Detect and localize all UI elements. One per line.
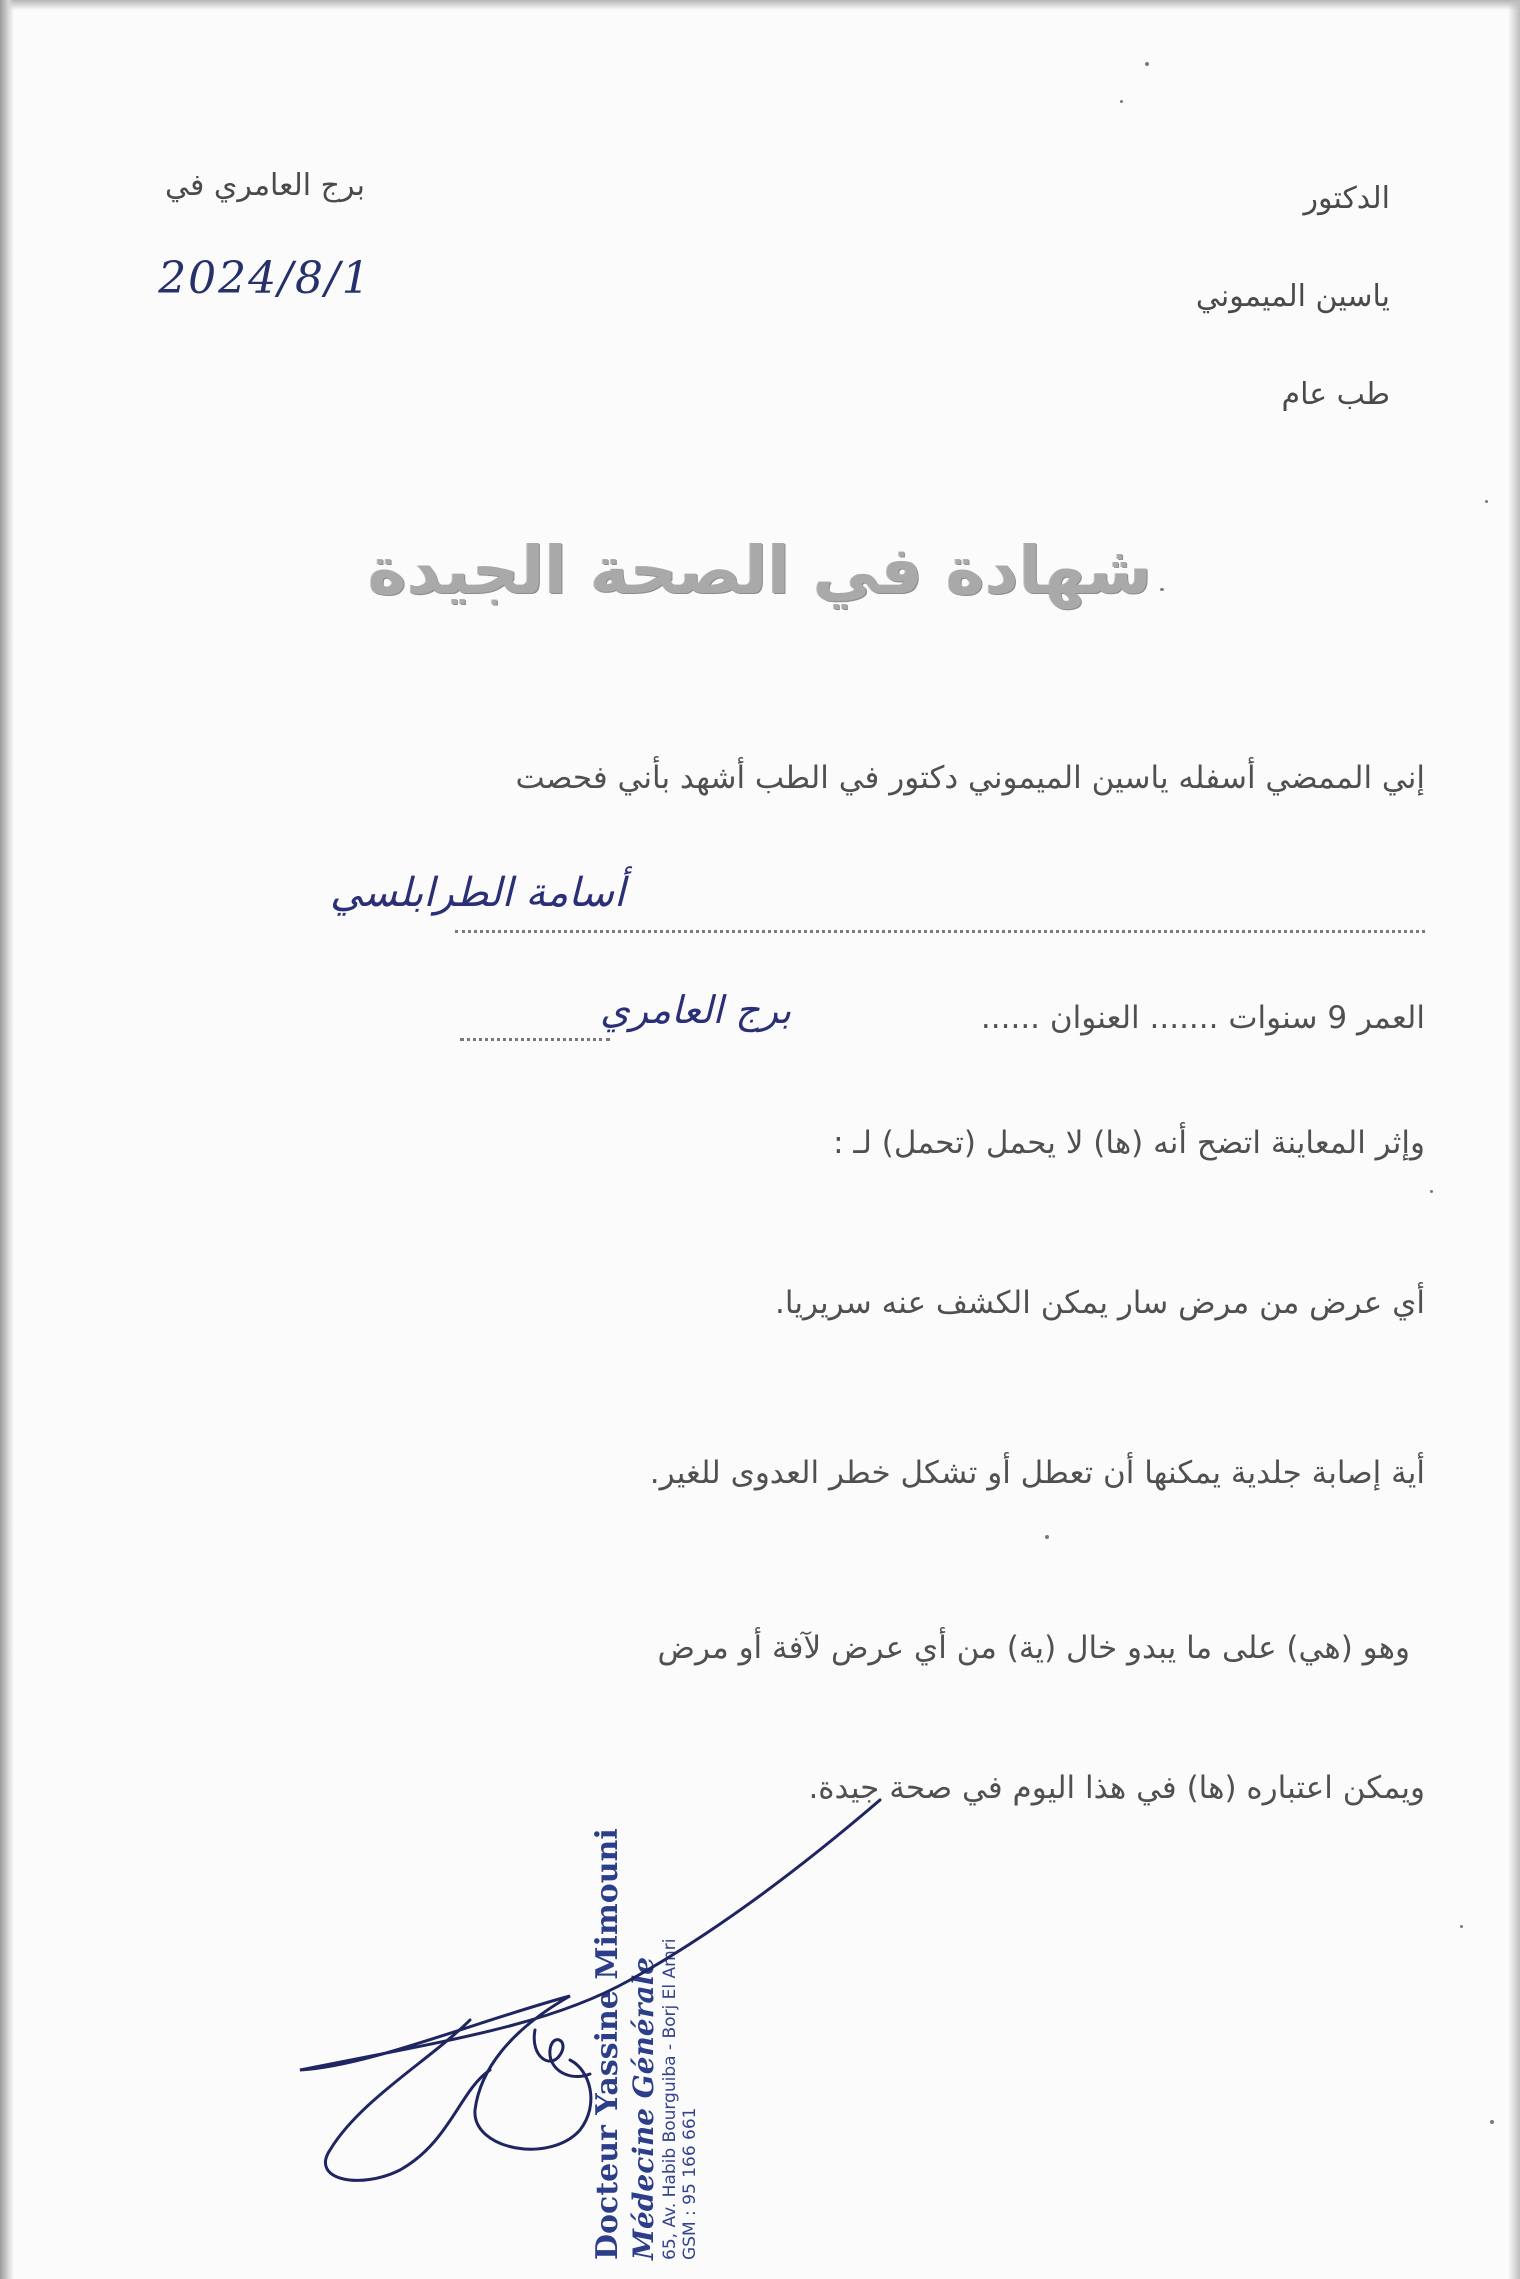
certificate-line-5: أي عرض من مرض سار يمكن الكشف عنه سريريا. bbox=[775, 1285, 1425, 1321]
certificate-line-4: وإثر المعاينة اتضح أنه (ها) لا يحمل (تحمل) لـ : bbox=[833, 1125, 1425, 1161]
stamp-gsm: GSM : 95 166 661 bbox=[680, 2107, 700, 2260]
doctor-title: الدكتور bbox=[1303, 181, 1390, 216]
certificate-line-7: وهو (هي) على ما يبدو خال (ية) من أي عرض لآفة أو مرض bbox=[657, 1630, 1410, 1666]
stamp-name: Docteur Yassine Mimouni bbox=[590, 1828, 625, 2260]
address-value: برج العامري bbox=[600, 988, 792, 1032]
handwritten-signature bbox=[250, 1770, 930, 2200]
place-date-block bbox=[130, 168, 400, 304]
doctor-header bbox=[1196, 150, 1390, 444]
age-label: العمر bbox=[1356, 1000, 1425, 1036]
address-dotted-line bbox=[460, 1010, 610, 1041]
date-value: 2024/8/1 bbox=[158, 253, 372, 304]
page-edge bbox=[0, 0, 1520, 10]
page-edge bbox=[0, 0, 14, 2279]
certificate-line-6: أية إصابة جلدية يمكنها أن تعطل أو تشكل خطر العدوى للغير. bbox=[649, 1455, 1425, 1491]
patient-name-value: أسامة الطرابلسي bbox=[330, 870, 626, 916]
stamp-address: 65, Av. Habib Bourguiba - Borj El Amri bbox=[660, 1938, 680, 2260]
doctor-specialty: طب عام bbox=[1281, 377, 1390, 412]
stamp-specialty: Médecine Générale bbox=[627, 1956, 660, 2260]
page-edge bbox=[1508, 0, 1520, 2279]
age-value: 9 سنوات bbox=[1228, 1000, 1348, 1036]
age-address-line: العمر 9 سنوات ....... العنوان ...... bbox=[980, 1000, 1425, 1036]
certificate-line-8: ويمكن اعتباره (ها) في هذا اليوم في صحة جيدة. bbox=[808, 1770, 1425, 1806]
doctor-name: ياسين الميموني bbox=[1195, 279, 1390, 314]
address-label: العنوان bbox=[1049, 1000, 1140, 1036]
certificate-title: شهادة في الصحة الجيدة bbox=[367, 532, 1153, 609]
place-label: برج العامري في bbox=[165, 168, 365, 203]
certificate-line-1: إني الممضي أسفله ياسين الميموني دكتور في الطب أشهد بأني فحصت bbox=[515, 760, 1425, 796]
